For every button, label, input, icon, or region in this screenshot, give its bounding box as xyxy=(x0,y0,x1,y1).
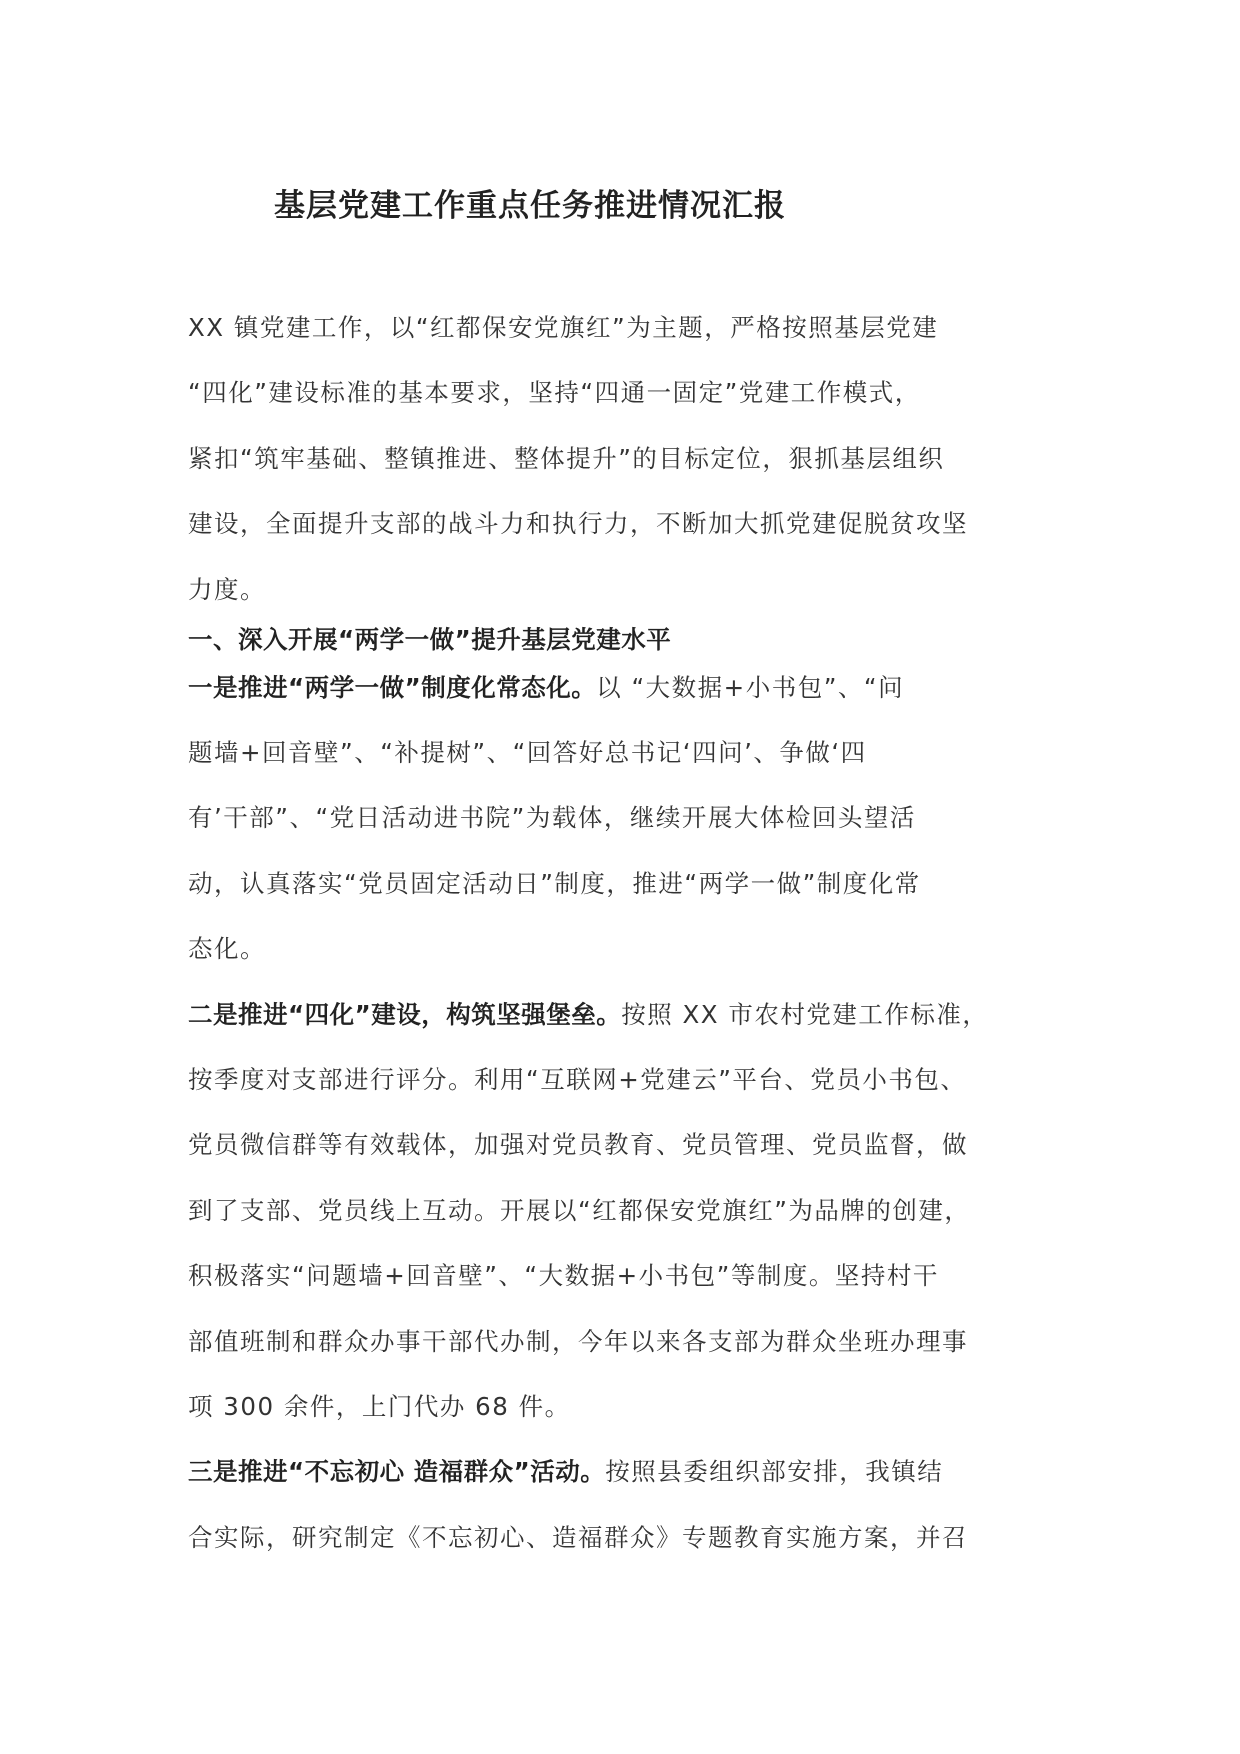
body-text: 紧扣“筑牢基础、整镇推进、整体提升”的目标定位，狠抓基层组织 xyxy=(188,444,945,473)
body-text: 到了支部、党员线上互动。开展以“红都保安党旗红”为品牌的创建， xyxy=(188,1196,971,1225)
body-text: 力度。 xyxy=(188,575,266,604)
paragraph-line xyxy=(188,737,867,769)
bold-lead-text: 二是推进“四化”建设，构筑坚强堡垒。 xyxy=(188,1000,622,1029)
section-heading xyxy=(188,624,671,656)
paragraph-line xyxy=(188,377,921,409)
body-text: 部值班制和群众办事干部代办制，今年以来各支部为群众坐班办理事 xyxy=(188,1327,968,1356)
paragraph-line xyxy=(188,312,938,344)
paragraph-line xyxy=(188,508,968,540)
body-text: XX 镇党建工作，以“红都保安党旗红”为主题，严格按照基层党建 xyxy=(188,313,939,342)
bold-lead-text: 三是推进“不忘初心 造福群众”活动。 xyxy=(188,1457,606,1486)
body-text: 按照 XX 市农村党建工作标准， xyxy=(621,1000,989,1029)
body-text: 题墙+回音壁”、“补提树”、“回答好总书记‘四问’、争做‘四 xyxy=(188,738,867,767)
body-text: 积极落实“问题墙+回音壁”、“大数据+小书包”等制度。坚持村干 xyxy=(188,1261,939,1290)
paragraph-line xyxy=(188,672,904,704)
body-text: 党员微信群等有效载体，加强对党员教育、党员管理、党员监督，做 xyxy=(188,1130,968,1159)
paragraph-line xyxy=(188,1064,966,1096)
paragraph-line xyxy=(188,1195,970,1227)
paragraph-line xyxy=(188,1391,571,1423)
paragraph-line xyxy=(188,1522,968,1554)
body-text: 建设，全面提升支部的战斗力和执行力，不断加大抓党建促脱贫攻坚 xyxy=(188,509,968,538)
paragraph-line xyxy=(188,1260,939,1292)
body-text: 以 “大数据+小书包”、“问 xyxy=(596,673,905,702)
paragraph-line xyxy=(188,933,266,965)
bold-lead-text: 一是推进“两学一做”制度化常态化。 xyxy=(188,673,597,702)
paragraph-line xyxy=(188,574,266,606)
paragraph-line xyxy=(188,802,916,834)
document-title: 基层党建工作重点任务推进情况汇报 xyxy=(274,188,786,224)
paragraph-line xyxy=(188,1129,968,1161)
paragraph-line xyxy=(188,999,988,1031)
body-text: 合实际，研究制定《不忘初心、造福群众》专题教育实施方案，并召 xyxy=(188,1523,968,1552)
body-text: “四化”建设标准的基本要求，坚持“四通一固定”党建工作模式， xyxy=(188,378,921,407)
paragraph-line xyxy=(188,1456,943,1488)
body-text: 有’干部”、“党日活动进书院”为载体，继续开展大体检回头望活 xyxy=(188,803,916,832)
paragraph-line xyxy=(188,443,944,475)
body-text: 按照县委组织部安排，我镇结 xyxy=(605,1457,944,1486)
paragraph-line xyxy=(188,868,921,900)
paragraph-line xyxy=(188,1326,968,1358)
body-text: 动，认真落实“党员固定活动日”制度，推进“两学一做”制度化常 xyxy=(188,869,921,898)
body-text: 项 300 余件，上门代办 68 件。 xyxy=(188,1392,571,1421)
body-text: 按季度对支部进行评分。利用“互联网+党建云”平台、党员小书包、 xyxy=(188,1065,967,1094)
body-text: 态化。 xyxy=(188,934,266,963)
bold-lead-text: 一、深入开展“两学一做”提升基层党建水平 xyxy=(188,625,672,654)
